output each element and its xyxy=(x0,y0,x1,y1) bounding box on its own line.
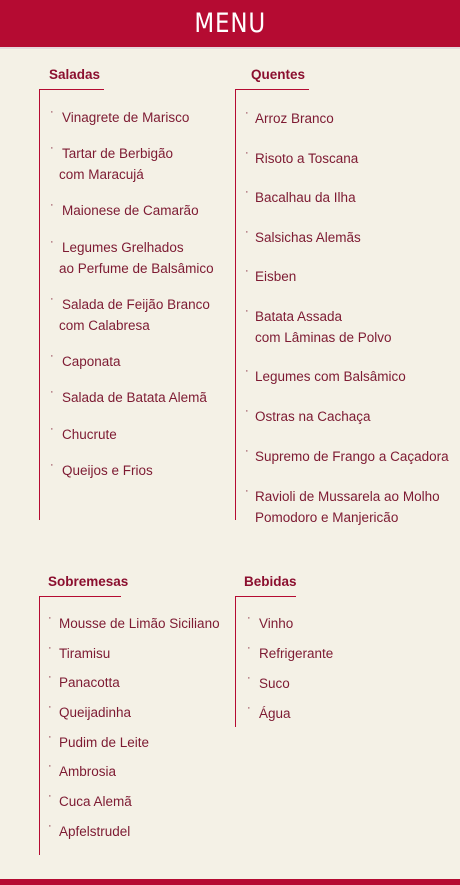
menu-item-quentes: Legumes com Balsâmico xyxy=(255,369,406,384)
bullet-icon: · xyxy=(50,236,54,248)
menu-item-sobremesas: Queijadinha xyxy=(59,705,132,720)
bullet-icon: · xyxy=(245,226,249,238)
bullet-icon: · xyxy=(245,485,249,497)
menu-item-quentes: Ostras na Cachaça xyxy=(255,409,371,424)
menu-item-saladas: Queijos e Frios xyxy=(62,463,153,478)
bullet-icon: · xyxy=(48,760,52,772)
menu-item-saladas: com Calabresa xyxy=(59,318,150,333)
section-rule-vertical xyxy=(39,89,40,520)
menu-item-quentes: Supremo de Frango a Caçadora xyxy=(255,449,449,464)
section-title-quentes: Quentes xyxy=(251,67,306,82)
section-rule-horizontal xyxy=(235,89,309,90)
bullet-icon: · xyxy=(245,186,249,198)
section-rule-vertical xyxy=(235,89,236,520)
menu-item-quentes: Arroz Branco xyxy=(255,111,334,126)
bullet-icon: · xyxy=(50,293,54,305)
section-rule-horizontal xyxy=(235,596,296,597)
bullet-icon: · xyxy=(48,731,52,743)
menu-item-sobremesas: Pudim de Leite xyxy=(59,735,150,750)
menu-item-sobremesas: Mousse de Limão Siciliano xyxy=(59,616,220,631)
bullet-icon: · xyxy=(245,305,249,317)
menu-item-saladas: Salada de Batata Alemã xyxy=(62,390,207,405)
bullet-icon: · xyxy=(50,386,54,398)
bullet-icon: · xyxy=(247,702,251,714)
bullet-icon: · xyxy=(247,612,251,624)
menu-item-bebidas: Suco xyxy=(259,676,290,691)
section-title-sobremesas: Sobremesas xyxy=(48,574,129,589)
menu-item-bebidas: Refrigerante xyxy=(259,646,334,661)
menu-item-bebidas: Água xyxy=(259,706,291,721)
bullet-icon: · xyxy=(48,612,52,624)
bullet-icon: · xyxy=(50,106,54,118)
menu-item-saladas: Vinagrete de Marisco xyxy=(62,110,190,125)
bullet-icon: · xyxy=(245,405,249,417)
section-rule-vertical xyxy=(39,596,40,855)
bullet-icon: · xyxy=(50,459,54,471)
bullet-icon: · xyxy=(48,642,52,654)
menu-item-quentes: Bacalhau da Ilha xyxy=(255,190,356,205)
menu-item-sobremesas: Apfelstrudel xyxy=(59,824,131,839)
menu-item-sobremesas: Tiramisu xyxy=(59,646,111,661)
bullet-icon: · xyxy=(50,142,54,154)
menu-item-saladas: Caponata xyxy=(62,354,121,369)
menu-item-sobremesas: Panacotta xyxy=(59,675,120,690)
menu-item-quentes: Risoto a Toscana xyxy=(255,151,359,166)
section-title-saladas: Saladas xyxy=(49,67,101,82)
menu-item-bebidas: Vinho xyxy=(259,616,294,631)
menu-item-quentes: Salsichas Alemãs xyxy=(255,230,361,245)
menu-item-quentes: com Lâminas de Polvo xyxy=(255,330,392,345)
menu-item-quentes: Eisben xyxy=(255,269,297,284)
bullet-icon: · xyxy=(48,701,52,713)
menu-item-saladas: Legumes Grelhados xyxy=(62,240,184,255)
bullet-icon: · xyxy=(245,445,249,457)
bullet-icon: · xyxy=(245,147,249,159)
menu-item-saladas: Tartar de Berbigão xyxy=(62,146,174,161)
section-rule-horizontal xyxy=(39,596,121,597)
menu-item-saladas: Maionese de Camarão xyxy=(62,203,199,218)
page-title: MENU xyxy=(194,8,266,39)
bullet-icon: · xyxy=(50,423,54,435)
menu-item-saladas: com Maracujá xyxy=(59,167,144,182)
bullet-icon: · xyxy=(247,642,251,654)
menu-item-quentes: Batata Assada xyxy=(255,309,343,324)
menu-item-saladas: Chucrute xyxy=(62,427,117,442)
bullet-icon: · xyxy=(50,199,54,211)
menu-header xyxy=(0,0,460,49)
bullet-icon: · xyxy=(245,265,249,277)
bullet-icon: · xyxy=(48,671,52,683)
bullet-icon: · xyxy=(48,790,52,802)
menu-item-saladas: ao Perfume de Balsâmico xyxy=(59,261,214,276)
menu-item-sobremesas: Ambrosia xyxy=(59,764,117,779)
menu-item-quentes: Pomodoro e Manjericão xyxy=(255,510,399,525)
section-rule-horizontal xyxy=(39,89,104,90)
menu-item-sobremesas: Cuca Alemã xyxy=(59,794,132,809)
bullet-icon: · xyxy=(50,350,54,362)
section-rule-vertical xyxy=(235,596,236,727)
footer-bar xyxy=(0,879,460,885)
menu-item-quentes: Ravioli de Mussarela ao Molho xyxy=(255,489,440,504)
menu-item-saladas: Salada de Feijão Branco xyxy=(62,297,210,312)
bullet-icon: · xyxy=(247,672,251,684)
section-title-bebidas: Bebidas xyxy=(244,574,297,589)
bullet-icon: · xyxy=(245,107,249,119)
bullet-icon: · xyxy=(245,365,249,377)
bullet-icon: · xyxy=(48,820,52,832)
